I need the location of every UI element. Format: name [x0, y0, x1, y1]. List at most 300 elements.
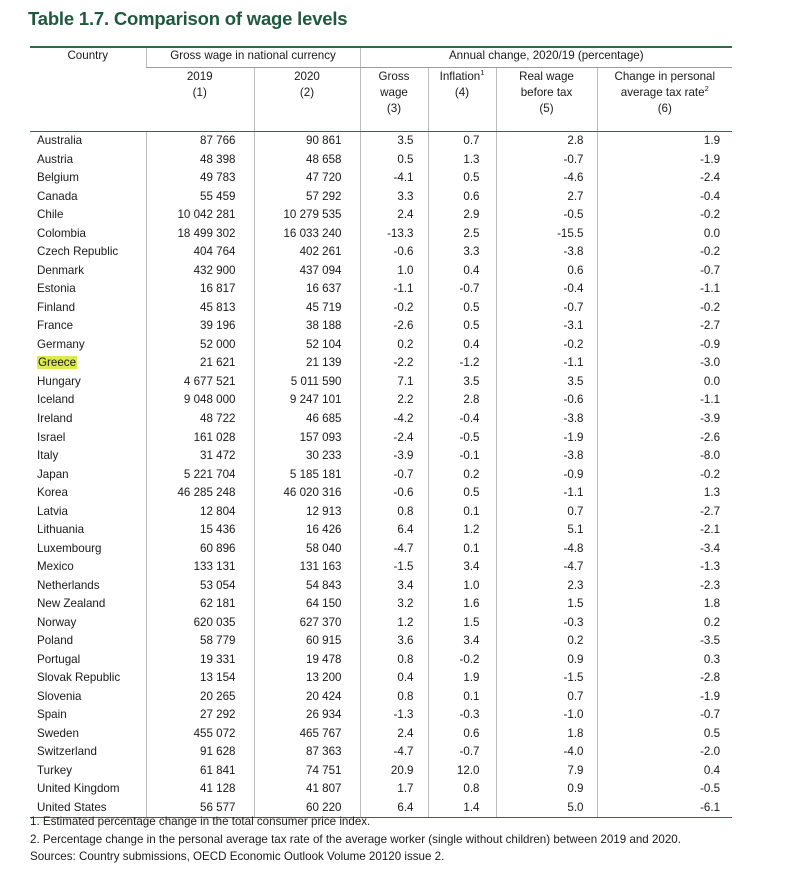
country-name: Israel — [37, 430, 66, 444]
value-cell: -0.6 — [496, 391, 597, 410]
col-header-label: Gross — [378, 70, 410, 83]
value-cell: -1.5 — [496, 669, 597, 688]
country-name: Australia — [37, 134, 83, 148]
country-cell — [30, 447, 146, 466]
value-cell: 2.2 — [360, 391, 428, 410]
value-cell: 7.9 — [496, 762, 597, 781]
country-cell — [30, 410, 146, 429]
col-header-number: (3) — [386, 102, 402, 115]
value-cell: 2.7 — [496, 188, 597, 207]
country-cell — [30, 687, 146, 706]
table-row — [30, 317, 732, 336]
table-row — [30, 780, 732, 799]
value-cell: 3.5 — [496, 373, 597, 392]
country-name: Spain — [37, 708, 67, 722]
value-cell: 2.8 — [496, 132, 597, 151]
value-cell: 0.5 — [428, 169, 496, 188]
value-cell: 9 048 000 — [146, 391, 254, 410]
value-cell: 0.9 — [496, 650, 597, 669]
country-name: New Zealand — [37, 597, 106, 611]
value-cell: 12 804 — [146, 502, 254, 521]
country-cell — [30, 354, 146, 373]
value-cell: -1.2 — [428, 354, 496, 373]
value-cell: 0.7 — [496, 502, 597, 521]
value-cell: 2.4 — [360, 206, 428, 225]
country-name: Belgium — [37, 171, 79, 185]
value-cell: -1.1 — [360, 280, 428, 299]
value-cell: -4.7 — [360, 743, 428, 762]
country-cell — [30, 762, 146, 781]
value-cell: 161 028 — [146, 428, 254, 447]
country-cell — [30, 632, 146, 651]
value-cell: 0.5 — [360, 151, 428, 170]
value-cell: -0.7 — [360, 465, 428, 484]
value-cell: -1.9 — [496, 428, 597, 447]
value-cell: -0.7 — [428, 280, 496, 299]
value-cell: -1.9 — [597, 151, 732, 170]
table-row — [30, 743, 732, 762]
table-row — [30, 465, 732, 484]
footnote-2: 2. Percentage change in the personal average tax rate of the average worker (single without children) between 2019 and 2020. — [30, 832, 681, 846]
country-cell — [30, 669, 146, 688]
value-cell: 6.4 — [360, 799, 428, 818]
country-cell — [30, 743, 146, 762]
value-cell: 1.9 — [428, 669, 496, 688]
value-cell: -3.8 — [496, 410, 597, 429]
country-cell — [30, 262, 146, 281]
table-row — [30, 354, 732, 373]
country-cell — [30, 317, 146, 336]
country-name: Slovak Republic — [37, 671, 121, 685]
col-header-2020 — [254, 68, 360, 132]
value-cell: 620 035 — [146, 613, 254, 632]
value-cell: -0.3 — [428, 706, 496, 725]
value-cell: 1.8 — [496, 725, 597, 744]
value-cell: 3.2 — [360, 595, 428, 614]
value-cell: 0.5 — [428, 299, 496, 318]
value-cell: 5 185 181 — [254, 465, 360, 484]
table-row — [30, 687, 732, 706]
value-cell: -1.5 — [360, 558, 428, 577]
value-cell: 3.5 — [428, 373, 496, 392]
value-cell: -0.2 — [597, 465, 732, 484]
table-row — [30, 706, 732, 725]
value-cell: 61 841 — [146, 762, 254, 781]
country-cell — [30, 169, 146, 188]
value-cell: 3.4 — [360, 576, 428, 595]
value-cell: -0.5 — [496, 206, 597, 225]
table-row — [30, 373, 732, 392]
value-cell: 12.0 — [428, 762, 496, 781]
value-cell: 133 131 — [146, 558, 254, 577]
country-cell — [30, 206, 146, 225]
value-cell: 0.9 — [496, 780, 597, 799]
table-row — [30, 725, 732, 744]
value-cell: -0.5 — [597, 780, 732, 799]
country-name: Latvia — [37, 504, 68, 518]
country-name: Greece — [38, 356, 77, 370]
value-cell: -1.1 — [496, 354, 597, 373]
table-header — [30, 47, 732, 132]
value-cell: 60 915 — [254, 632, 360, 651]
value-cell: -1.1 — [496, 484, 597, 503]
col-header-label: Real wage — [519, 70, 574, 83]
value-cell: -2.0 — [597, 743, 732, 762]
value-cell: 0.8 — [428, 780, 496, 799]
table-title: Table 1.7. Comparison of wage levels — [28, 8, 348, 29]
country-cell — [30, 132, 146, 151]
value-cell: 20 265 — [146, 687, 254, 706]
value-cell: 45 719 — [254, 299, 360, 318]
value-cell: 54 843 — [254, 576, 360, 595]
table-row — [30, 762, 732, 781]
value-cell: 56 577 — [146, 799, 254, 818]
value-cell: 1.0 — [428, 576, 496, 595]
value-cell: -0.9 — [496, 465, 597, 484]
country-cell — [30, 151, 146, 170]
country-name: Mexico — [37, 560, 74, 574]
col-header-number: (6) — [657, 102, 672, 115]
value-cell: -4.7 — [360, 539, 428, 558]
value-cell: 1.2 — [360, 613, 428, 632]
value-cell: 18 499 302 — [146, 225, 254, 244]
value-cell: 16 426 — [254, 521, 360, 540]
table-row — [30, 650, 732, 669]
country-cell — [30, 484, 146, 503]
country-cell — [30, 465, 146, 484]
value-cell: 465 767 — [254, 725, 360, 744]
value-cell: 1.5 — [496, 595, 597, 614]
value-cell: 1.2 — [428, 521, 496, 540]
value-cell: 1.9 — [597, 132, 732, 151]
value-cell: 437 094 — [254, 262, 360, 281]
value-cell: 6.4 — [360, 521, 428, 540]
col-header-gross-wage — [360, 68, 428, 132]
value-cell: 3.3 — [360, 188, 428, 207]
country-name: Netherlands — [37, 578, 100, 592]
value-cell: -0.2 — [496, 336, 597, 355]
country-cell — [30, 225, 146, 244]
country-cell — [30, 576, 146, 595]
value-cell: 12 913 — [254, 502, 360, 521]
country-name: United States — [37, 800, 107, 814]
value-cell: 16 637 — [254, 280, 360, 299]
table-row — [30, 558, 732, 577]
value-cell: -0.2 — [360, 299, 428, 318]
value-cell: -8.0 — [597, 447, 732, 466]
table-row — [30, 225, 732, 244]
col-header-number: (5) — [539, 102, 554, 115]
value-cell: 74 751 — [254, 762, 360, 781]
value-cell: -2.4 — [597, 169, 732, 188]
value-cell: -0.6 — [360, 484, 428, 503]
value-cell: 0.4 — [428, 336, 496, 355]
value-cell: 1.5 — [428, 613, 496, 632]
value-cell: -15.5 — [496, 225, 597, 244]
value-cell: -3.1 — [496, 317, 597, 336]
footnotes — [30, 813, 681, 866]
country-name: Lithuania — [37, 523, 85, 537]
value-cell: 2.9 — [428, 206, 496, 225]
value-cell: -2.2 — [360, 354, 428, 373]
value-cell: -6.1 — [597, 799, 732, 818]
value-cell: 9 247 101 — [254, 391, 360, 410]
table-row — [30, 299, 732, 318]
country-name: Sweden — [37, 726, 79, 740]
value-cell: 0.7 — [428, 132, 496, 151]
value-cell: -0.2 — [428, 650, 496, 669]
value-cell: -0.6 — [360, 243, 428, 262]
country-cell — [30, 613, 146, 632]
country-name: United Kingdom — [37, 782, 120, 796]
footnote-marker: 2 — [704, 84, 709, 93]
value-cell: 38 188 — [254, 317, 360, 336]
table-row — [30, 280, 732, 299]
sources-note: Sources: Country submissions, OECD Economic Outlook Volume 20120 issue 2. — [30, 850, 445, 863]
table-row — [30, 169, 732, 188]
value-cell: 3.4 — [428, 632, 496, 651]
value-cell: 2.5 — [428, 225, 496, 244]
country-name: Slovenia — [37, 689, 82, 703]
value-cell: -0.2 — [597, 206, 732, 225]
value-cell: 432 900 — [146, 262, 254, 281]
table-row — [30, 410, 732, 429]
value-cell: -3.5 — [597, 632, 732, 651]
value-cell: 0.2 — [428, 465, 496, 484]
value-cell: 0.1 — [428, 539, 496, 558]
value-cell: 0.3 — [597, 650, 732, 669]
country-cell — [30, 725, 146, 744]
value-cell: -4.6 — [496, 169, 597, 188]
value-cell: 0.4 — [360, 669, 428, 688]
value-cell: 46 285 248 — [146, 484, 254, 503]
value-cell: -3.0 — [597, 354, 732, 373]
value-cell: 3.6 — [360, 632, 428, 651]
value-cell: -0.7 — [597, 262, 732, 281]
country-cell — [30, 280, 146, 299]
table-row — [30, 151, 732, 170]
value-cell: -0.7 — [496, 299, 597, 318]
value-cell: 131 163 — [254, 558, 360, 577]
country-name: Poland — [37, 634, 74, 648]
value-cell: 1.4 — [428, 799, 496, 818]
value-cell: 1.3 — [597, 484, 732, 503]
value-cell: 90 861 — [254, 132, 360, 151]
col-header-label: Change in personal — [614, 70, 716, 83]
col-header-real-wage — [496, 68, 597, 132]
col-header-label: wage — [380, 86, 408, 99]
value-cell: 4 677 521 — [146, 373, 254, 392]
value-cell: -0.7 — [496, 151, 597, 170]
value-cell: -1.3 — [597, 558, 732, 577]
value-cell: 10 279 535 — [254, 206, 360, 225]
value-cell: -1.1 — [597, 280, 732, 299]
col-header-label: before tax — [520, 86, 573, 99]
value-cell: -4.0 — [496, 743, 597, 762]
value-cell: -0.4 — [597, 188, 732, 207]
country-name: Norway — [37, 615, 77, 629]
value-cell: 7.1 — [360, 373, 428, 392]
country-name: France — [37, 319, 74, 333]
country-name: Switzerland — [37, 745, 97, 759]
value-cell: 13 154 — [146, 669, 254, 688]
value-cell: 0.2 — [360, 336, 428, 355]
value-cell: 0.8 — [360, 650, 428, 669]
value-cell: 46 685 — [254, 410, 360, 429]
value-cell: -0.2 — [597, 299, 732, 318]
value-cell: 48 398 — [146, 151, 254, 170]
value-cell: 455 072 — [146, 725, 254, 744]
country-name: Turkey — [37, 763, 73, 777]
value-cell: 21 621 — [146, 354, 254, 373]
value-cell: -3.8 — [496, 243, 597, 262]
value-cell: 48 658 — [254, 151, 360, 170]
value-cell: 0.1 — [428, 502, 496, 521]
value-cell: 20 424 — [254, 687, 360, 706]
country-name: Canada — [37, 189, 78, 203]
col-header-2019 — [146, 68, 254, 132]
value-cell: 16 033 240 — [254, 225, 360, 244]
value-cell: 1.7 — [360, 780, 428, 799]
value-cell: 20.9 — [360, 762, 428, 781]
value-cell: 3.3 — [428, 243, 496, 262]
col-header-label: 2019 — [186, 70, 213, 83]
value-cell: -4.1 — [360, 169, 428, 188]
country-name: Czech Republic — [37, 245, 119, 259]
value-cell: -13.3 — [360, 225, 428, 244]
value-cell: -1.3 — [360, 706, 428, 725]
country-name: Denmark — [37, 263, 85, 277]
value-cell: 0.5 — [428, 317, 496, 336]
table-row — [30, 595, 732, 614]
value-cell: -2.1 — [597, 521, 732, 540]
country-name: Iceland — [37, 393, 75, 407]
value-cell: 62 181 — [146, 595, 254, 614]
col-header-label: average tax rate — [620, 86, 705, 99]
col-header-label: Inflation — [439, 70, 481, 83]
value-cell: 0.6 — [428, 725, 496, 744]
country-name: Austria — [37, 152, 74, 166]
country-cell — [30, 595, 146, 614]
value-cell: -3.9 — [360, 447, 428, 466]
table-row — [30, 502, 732, 521]
col-header-inflation — [428, 68, 496, 132]
value-cell: 0.7 — [496, 687, 597, 706]
country-name: Korea — [37, 486, 68, 500]
value-cell: 87 766 — [146, 132, 254, 151]
value-cell: 21 139 — [254, 354, 360, 373]
table-row — [30, 132, 732, 151]
value-cell: 52 000 — [146, 336, 254, 355]
country-cell — [30, 558, 146, 577]
value-cell: -0.4 — [428, 410, 496, 429]
value-cell: -0.7 — [597, 706, 732, 725]
value-cell: 0.4 — [428, 262, 496, 281]
value-cell: 60 896 — [146, 539, 254, 558]
country-name: Chile — [37, 208, 64, 222]
value-cell: 402 261 — [254, 243, 360, 262]
value-cell: 2.3 — [496, 576, 597, 595]
value-cell: -2.8 — [597, 669, 732, 688]
country-name: Luxembourg — [37, 541, 102, 555]
table-row — [30, 632, 732, 651]
value-cell: 2.8 — [428, 391, 496, 410]
value-cell: 0.6 — [496, 262, 597, 281]
value-cell: -2.6 — [597, 428, 732, 447]
value-cell: -4.7 — [496, 558, 597, 577]
value-cell: 1.3 — [428, 151, 496, 170]
value-cell: -4.2 — [360, 410, 428, 429]
country-cell — [30, 391, 146, 410]
value-cell: 0.1 — [428, 687, 496, 706]
country-cell — [30, 373, 146, 392]
table-row — [30, 336, 732, 355]
value-cell: 47 720 — [254, 169, 360, 188]
value-cell: 64 150 — [254, 595, 360, 614]
value-cell: -2.7 — [597, 317, 732, 336]
value-cell: 0.0 — [597, 225, 732, 244]
country-name: Italy — [37, 449, 59, 463]
value-cell: 58 040 — [254, 539, 360, 558]
value-cell: -0.5 — [428, 428, 496, 447]
table-row — [30, 243, 732, 262]
table-body — [30, 132, 732, 818]
value-cell: -3.9 — [597, 410, 732, 429]
col-header-number: (2) — [299, 86, 315, 99]
gross-wage-group-header: Gross wage in national currency — [146, 47, 360, 68]
value-cell: 404 764 — [146, 243, 254, 262]
country-name: Portugal — [37, 652, 81, 666]
value-cell: 15 436 — [146, 521, 254, 540]
value-cell: 0.8 — [360, 687, 428, 706]
value-cell: 5 011 590 — [254, 373, 360, 392]
value-cell: 49 783 — [146, 169, 254, 188]
country-header-spacer — [30, 68, 146, 132]
value-cell: 1.0 — [360, 262, 428, 281]
table-row — [30, 262, 732, 281]
value-cell: 19 331 — [146, 650, 254, 669]
value-cell: -0.2 — [597, 243, 732, 262]
value-cell: 0.5 — [428, 484, 496, 503]
value-cell: 1.6 — [428, 595, 496, 614]
value-cell: -2.4 — [360, 428, 428, 447]
value-cell: 0.2 — [496, 632, 597, 651]
table-row — [30, 539, 732, 558]
table-row — [30, 521, 732, 540]
country-header: Country — [30, 47, 146, 68]
value-cell: -3.4 — [597, 539, 732, 558]
value-cell: -1.0 — [496, 706, 597, 725]
country-cell — [30, 539, 146, 558]
table-row — [30, 428, 732, 447]
value-cell: 26 934 — [254, 706, 360, 725]
value-cell: 157 093 — [254, 428, 360, 447]
value-cell: 91 628 — [146, 743, 254, 762]
value-cell: -2.6 — [360, 317, 428, 336]
value-cell: 41 807 — [254, 780, 360, 799]
value-cell: 31 472 — [146, 447, 254, 466]
value-cell: -0.4 — [496, 280, 597, 299]
value-cell: -0.3 — [496, 613, 597, 632]
col-header-number: (1) — [192, 86, 207, 99]
value-cell: 0.6 — [428, 188, 496, 207]
value-cell: 0.0 — [597, 373, 732, 392]
country-name: Germany — [37, 337, 85, 351]
value-cell: -0.1 — [428, 447, 496, 466]
value-cell: -2.3 — [597, 576, 732, 595]
country-cell — [30, 650, 146, 669]
value-cell: -0.7 — [428, 743, 496, 762]
